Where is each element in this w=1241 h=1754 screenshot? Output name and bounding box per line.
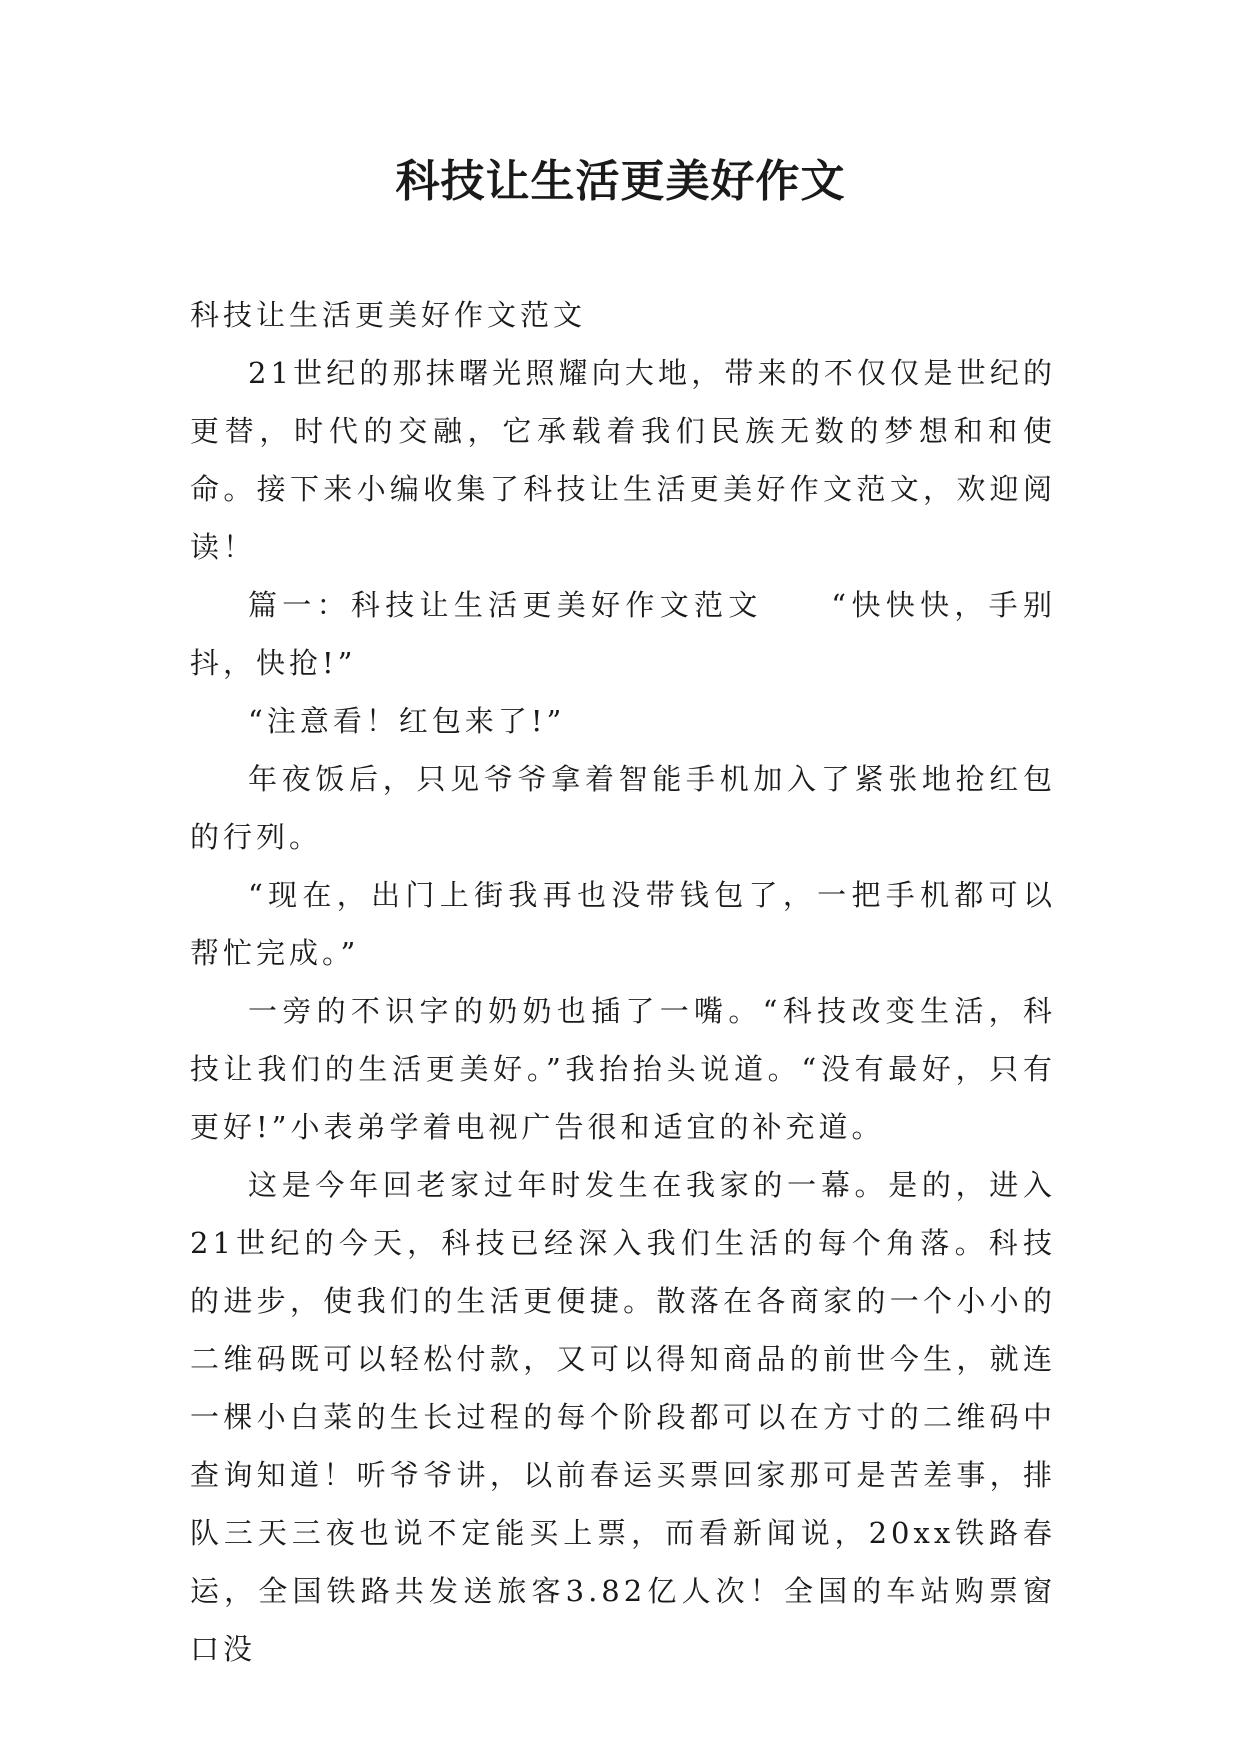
paragraph-no-wallet: “现在，出门上街我再也没带钱包了，一把手机都可以帮忙完成。” (190, 878, 1056, 970)
paragraph-grandma: 一旁的不识字的奶奶也插了一嘴。“科技改变生活，科技让我们的生活更美好。”我抬抬头说道。“没有最好，只有更好!”小表弟学着电视广告很和适宜的补充道。 (190, 994, 1056, 1144)
paragraph-subtitle: 科技让生活更美好作文范文 (190, 298, 587, 332)
document-body (190, 286, 1056, 1678)
document-title: 科技让生活更美好作文 (395, 156, 846, 207)
paragraph-new-year-scene: 这是今年回老家过年时发生在我家的一幕。是的，进入21世纪的今天，科技已经深入我们生活的每个角落。科技的进步，使我们的生活更便捷。散落在各商家的一个小小的二维码既可以轻松付款，又可以得知商品的前世今生，就连一棵小白菜的生长过程的每个阶段都可以在方寸的二维码中查询知道！听爷爷讲，以前春运买票回家那可是苦差事，排队三天三夜也说不定能买上票，而看新闻说，20xx铁路春运，全国铁路共发送旅客3.82亿人次！全国的车站购票窗口没 (190, 1168, 1056, 1666)
paragraph-chapter-one: 篇一：科技让生活更美好作文范文 “快快快，手别抖，快抢!” (190, 588, 1056, 680)
paragraph-grandpa: 年夜饭后，只见爷爷拿着智能手机加入了紧张地抢红包的行列。 (190, 762, 1056, 854)
paragraph-intro: 21世纪的那抹曙光照耀向大地，带来的不仅仅是世纪的更替，时代的交融，它承载着我们民族无数的梦想和和使命。接下来小编收集了科技让生活更美好作文范文，欢迎阅读！ (190, 356, 1056, 564)
paragraph-red-envelope: “注意看！红包来了!” (248, 704, 566, 738)
